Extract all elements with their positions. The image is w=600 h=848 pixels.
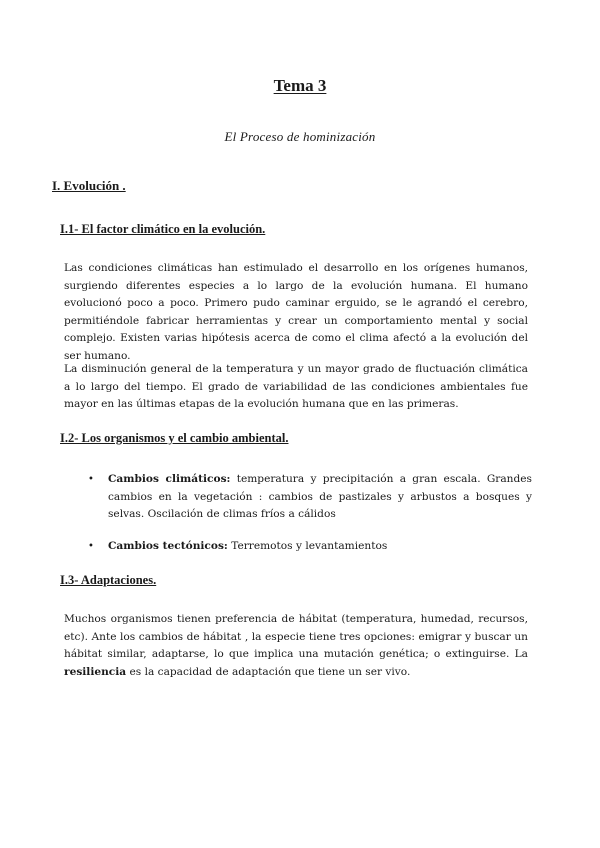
list-item-cambios-climaticos — [88, 471, 532, 524]
list-item-label: Cambios climáticos: — [108, 473, 231, 485]
list-item-cambios-tectonicos — [88, 538, 532, 556]
bullet-icon: • — [88, 541, 94, 552]
list-item-text: temperatura y precipitación a gran escala. Grandes cambios en la vegetación : cambios de pastizales y arbustos a bosques y selvas. Oscilación de climas fríos a cálidos — [108, 473, 532, 520]
paragraph-text-before: Muchos organismos tienen preferencia de hábitat (temperatura, humedad, recursos, etc). Ante los cambios de hábitat , la especie tiene tres opciones: emigrar y buscar un hábitat similar, adaptarse, lo que implica una mutación genética; o extinguirse. La — [64, 613, 528, 660]
subsection-heading-adaptaciones: I.3- Adaptaciones. — [60, 573, 157, 587]
paragraph-condiciones-climaticas: Las condiciones climáticas han estimulado el desarrollo en los orígenes humanos, surgiendo diferentes especies a lo largo de la evolución humana. El humano evolucionó poco a poco. Primero pudo caminar erguido, se le agrandó el cerebro, permitiéndole fabricar herramientas y crear un comportamiento mental y social complejo. Existen varias hipótesis acerca de como el clima afectó a la evolución del ser humano. — [64, 262, 528, 362]
bullet-icon: • — [88, 474, 94, 485]
page-subtitle: El Proceso de hominización — [224, 129, 376, 144]
list-item-text: Terremotos y levantamientos — [227, 540, 388, 552]
subsection-heading-organismos: I.2- Los organismos y el cambio ambiental. — [60, 431, 289, 445]
paragraph-adaptaciones — [64, 611, 528, 681]
paragraph-text-after: es la capacidad de adaptación que tiene un ser vivo. — [126, 665, 411, 678]
list-cambios-2 — [88, 538, 532, 556]
paragraph-disminucion-temperatura: La disminución general de la temperatura y un mayor grado de fluctuación climática a lo largo del tiempo. El grado de variabilidad de las condiciones ambientales fue mayor en las últimas etapas de la evolución humana que en las primeras. — [64, 363, 528, 410]
page-title: Tema 3 — [273, 76, 327, 95]
list-item-label: Cambios tectónicos: — [108, 540, 228, 552]
term-resiliencia: resiliencia — [64, 665, 127, 678]
subsection-heading-factor-climatico: I.1- El factor climático en la evolución. — [60, 222, 266, 236]
section-heading-evolucion: I. Evolución . — [52, 178, 126, 193]
list-cambios — [88, 471, 532, 524]
